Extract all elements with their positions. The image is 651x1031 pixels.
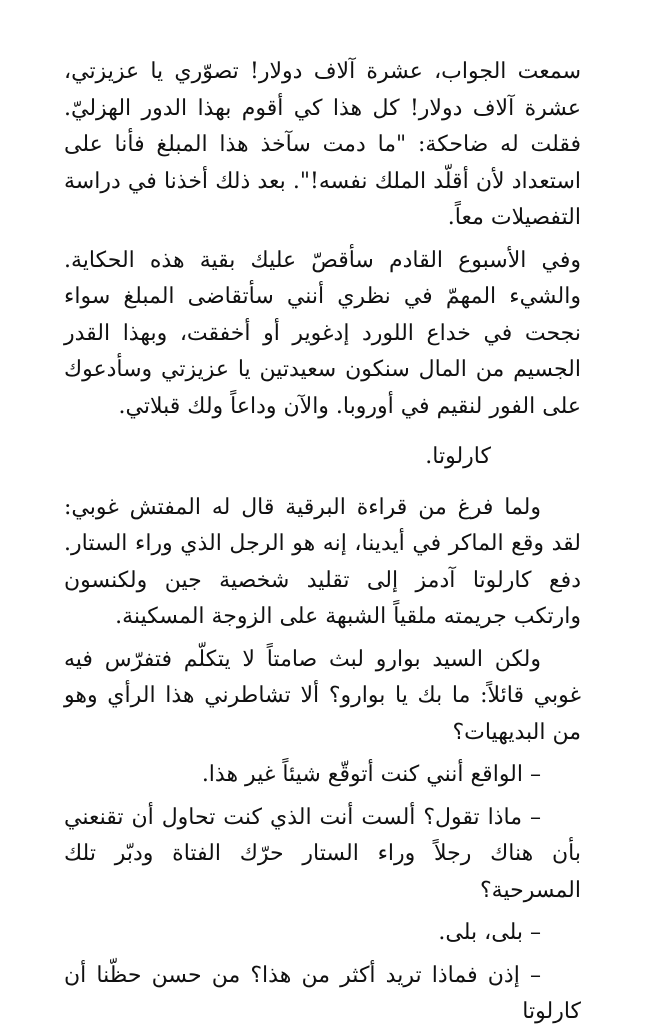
book-page — [64, 54, 581, 1024]
narrative-paragraph-2: ولكن السيد بوارو لبث صامتاً لا يتكلّم فتفرّس فيه غوبي قائلاً: ما بك يا بوارو؟ ألا تشاطرني هذا الرأي وهو من البديهيات؟ — [64, 646, 581, 745]
dialogue-line-2: – ماذا تقول؟ ألست أنت الذي كنت تحاول أن تقنعني بأن هناك رجلاً وراء الستار حرّك الفتاة ودبّر تلك المسرحية؟ — [64, 804, 581, 903]
dialogue-line-1: – الواقع أنني كنت أتوقّع شيئاً غير هذا. — [201, 762, 541, 787]
dialogue-line-3: – بلى، بلى. — [438, 920, 541, 945]
letter-paragraph-2: وفي الأسبوع القادم سأقصّ عليك بقية هذه الحكاية. والشيء المهمّ في نظري أنني سأتقاضى المبلغ سواء نجحت في خداع اللورد إدغوير أو أخفقت، وبهذا القدر الجسيم من المال سنكون سعيدتين يا عزيزتي وسأدعوك على الفور لنقيم في أوروبا. والآن وداعاً ولك قبلاتي. — [64, 247, 581, 419]
dialogue-line-4: – إذن فماذا تريد أكثر من هذا؟ من حسن حظّنا أن كارلوتا — [64, 962, 581, 1024]
letter-paragraph-1: سمعت الجواب، عشرة آلاف دولار! تصوّري يا عزيزتي، عشرة آلاف دولار! كل هذا كي أقوم بهذا الدور الهزليّ. فقلت له ضاحكة: "ما دمت سآخذ هذا المبلغ فأنا على استعداد لأن أقلّد الملك نفسه!". بعد ذلك أخذنا في دراسة التفصيلات معاً. — [64, 59, 581, 230]
letter-signature: كارلوتا. — [425, 444, 491, 469]
narrative-paragraph-1: ولما فرغ من قراءة البرقية قال له المفتش غوبي: لقد وقع الماكر في أيدينا، إنه هو الرجل الذي وراء الستار. دفع كارلوتا آدمز إلى تقليد شخصية جين ولكنسون وارتكب جريمته ملقياً الشبهة على الزوجة المسكينة. — [64, 494, 581, 629]
